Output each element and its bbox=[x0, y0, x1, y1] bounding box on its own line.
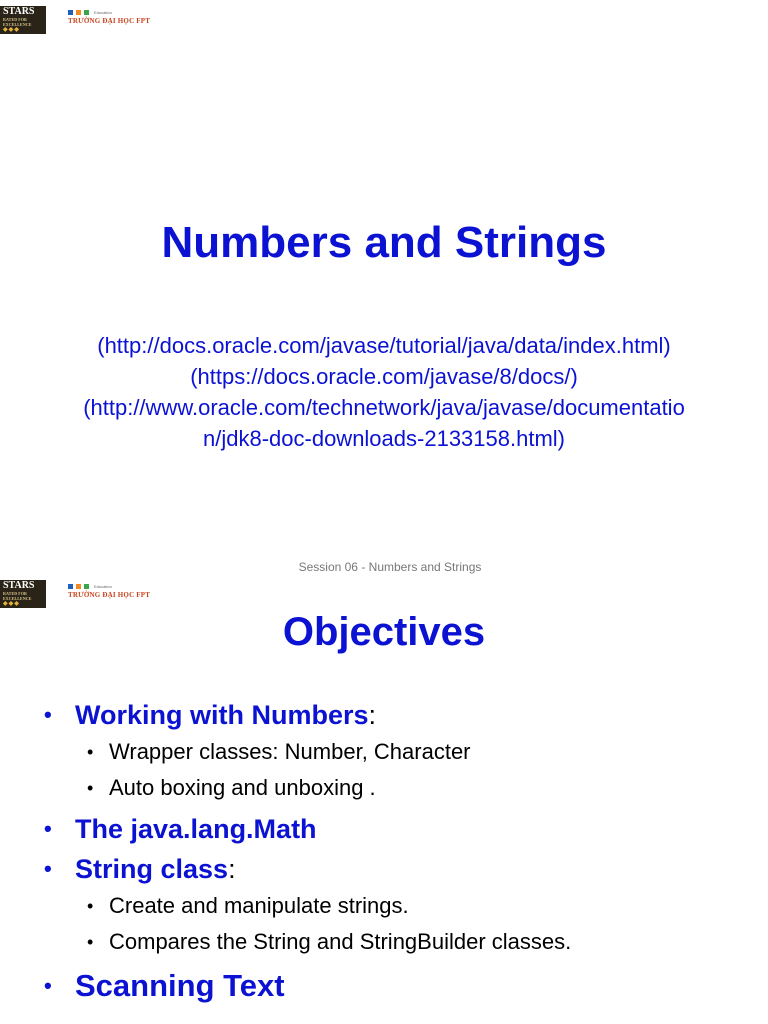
objective-item bbox=[44, 696, 768, 806]
fpt-orange-block-icon bbox=[76, 584, 81, 589]
slide-footer: Session 06 - Numbers and Strings bbox=[298, 560, 482, 574]
stars-logo-text: STARS bbox=[3, 6, 35, 17]
objectives-heading: Objectives bbox=[282, 610, 486, 654]
objective-subitem: • Compares the String and StringBuilder classes. bbox=[75, 924, 768, 960]
objective-item bbox=[44, 964, 768, 1008]
reference-link[interactable]: n/jdk8-doc-downloads-2133158.html) bbox=[203, 426, 565, 451]
fpt-sub-text: Education bbox=[94, 584, 112, 589]
objectives-list bbox=[44, 696, 768, 1008]
fpt-green-block-icon bbox=[84, 10, 89, 15]
university-name: TRƯỜNG ĐẠI HỌC FPT bbox=[68, 591, 151, 599]
objective-sublist bbox=[75, 734, 768, 806]
fpt-orange-block-icon bbox=[76, 10, 81, 15]
objective-item bbox=[44, 850, 768, 960]
fpt-blue-block-icon bbox=[68, 584, 73, 589]
objective-subitem: • Auto boxing and unboxing . bbox=[75, 770, 768, 806]
stars-logo-subtext: RATED FOR EXCELLENCE bbox=[3, 591, 32, 601]
reference-link[interactable]: (https://docs.oracle.com/javase/8/docs/) bbox=[190, 364, 578, 389]
stars-logo-text: STARS bbox=[3, 580, 35, 591]
stars-logo bbox=[0, 580, 46, 608]
objective-item bbox=[44, 810, 768, 848]
fpt-sub-text: Education bbox=[94, 10, 112, 15]
fpt-green-block-icon bbox=[84, 584, 89, 589]
objective-subitem: • Create and manipulate strings. bbox=[75, 888, 768, 924]
objective-label: The java.lang.Math bbox=[75, 814, 317, 844]
university-name: TRƯỜNG ĐẠI HỌC FPT bbox=[68, 17, 151, 25]
stars-logo-subtext: RATED FOR EXCELLENCE bbox=[3, 17, 32, 27]
reference-link[interactable]: (http://www.oracle.com/technetwork/java/javase/documentatio bbox=[83, 395, 685, 420]
fpt-blue-block-icon bbox=[68, 10, 73, 15]
objective-sublist bbox=[75, 888, 768, 960]
stars-rating-icon: ◆◆◆ bbox=[3, 601, 20, 607]
objective-label: Working with Numbers bbox=[75, 700, 369, 730]
slide-objectives bbox=[0, 580, 768, 1024]
logo-bar bbox=[0, 580, 150, 608]
fpt-logo bbox=[68, 584, 150, 599]
slide-title-heading: Numbers and Strings bbox=[161, 218, 607, 267]
reference-link[interactable]: (http://docs.oracle.com/javase/tutorial/java/data/index.html) bbox=[97, 333, 671, 358]
objective-colon: : bbox=[228, 854, 236, 884]
stars-rating-icon: ◆◆◆ bbox=[3, 27, 20, 33]
logo-bar bbox=[0, 6, 150, 34]
objective-subitem: • Wrapper classes: Number, Character bbox=[75, 734, 768, 770]
fpt-logo bbox=[68, 10, 150, 25]
objective-colon: : bbox=[368, 700, 377, 730]
objective-label: String class bbox=[75, 854, 229, 884]
reference-links bbox=[0, 330, 768, 454]
objective-label: Scanning Text bbox=[75, 968, 285, 1003]
stars-logo bbox=[0, 6, 46, 34]
